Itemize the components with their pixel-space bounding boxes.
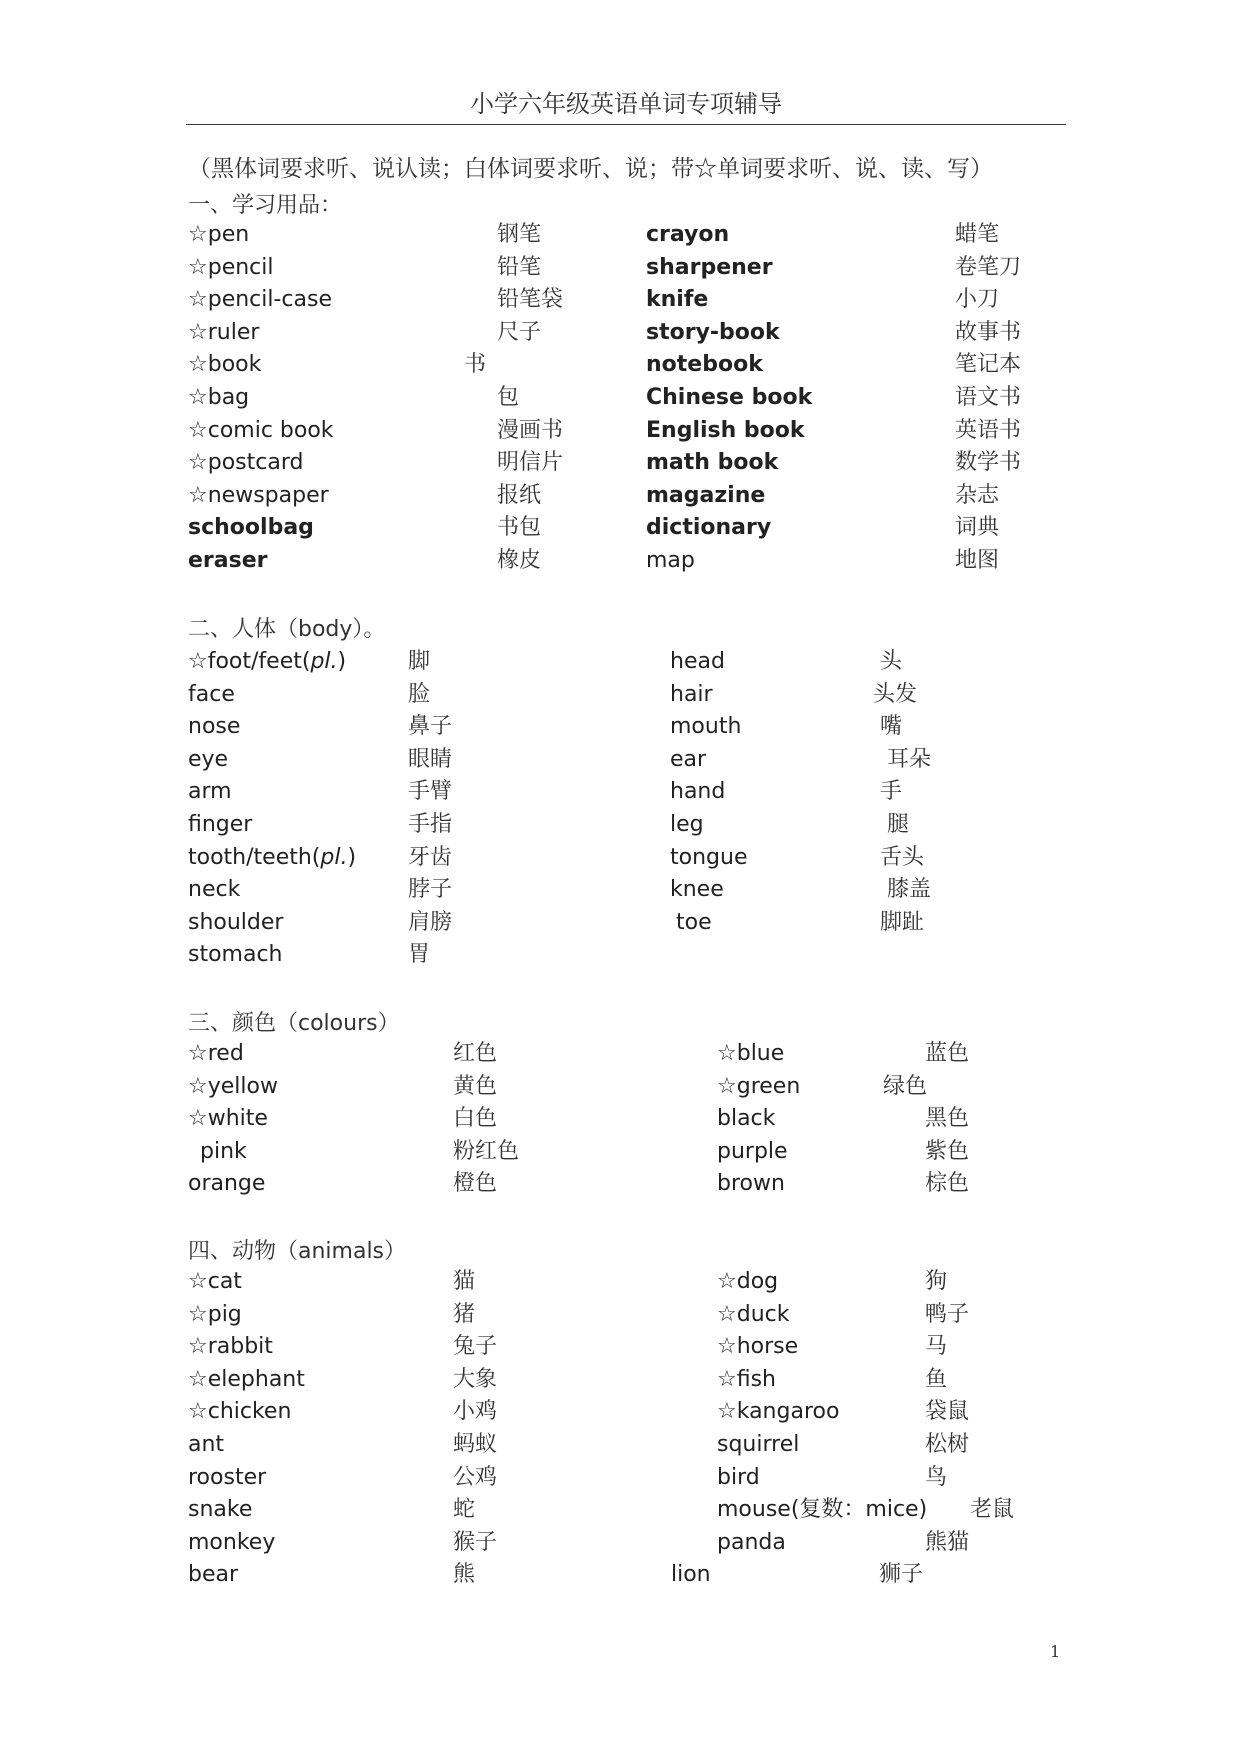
chinese-meaning: 马 [925,1334,948,1360]
chinese-meaning: 蚂蚁 [453,1432,498,1457]
english-word: ☆pen [188,222,250,247]
chinese-meaning: 手臂 [408,779,453,805]
vocab-row [0,348,1241,381]
chinese-meaning: 书 [464,352,487,378]
vocab-row [0,381,1241,414]
vocab-row [0,906,1241,939]
vocab-row [0,251,1241,284]
english-word: finger [188,812,253,837]
vocab-row [0,808,1241,841]
english-word: crayon [646,222,730,247]
english-word: rooster [188,1464,267,1490]
chinese-meaning: 故事书 [955,319,1022,345]
english-word: mouse(复数：mice) [717,1497,928,1523]
vocab-row [0,544,1241,577]
english-word: sharpener [646,254,773,280]
chinese-meaning: 胃 [408,942,431,968]
chinese-meaning: 笔记本 [955,352,1022,378]
chinese-meaning: 铅笔 [497,254,542,280]
english-word: map [646,548,695,573]
chinese-meaning: 兔子 [453,1334,498,1360]
english-word: mouth [670,714,742,740]
vocab-row [0,1558,1241,1591]
chinese-meaning: 膝盖 [887,877,932,903]
chinese-meaning: 杂志 [955,482,1000,508]
chinese-meaning: 眼睛 [408,746,453,772]
vocab-row [0,1395,1241,1428]
english-word: ☆green [717,1073,801,1099]
english-word: panda [717,1529,786,1555]
chinese-meaning: 明信片 [497,450,564,476]
english-word: ☆yellow [188,1073,278,1099]
english-word: tooth/teeth(pl.) [188,844,357,870]
chinese-meaning: 蓝色 [925,1041,970,1066]
english-word: face [188,681,235,707]
chinese-meaning: 紫色 [925,1138,970,1164]
english-word: snake [188,1497,253,1523]
chinese-meaning: 牙齿 [408,844,453,870]
chinese-meaning: 书包 [497,515,542,541]
chinese-meaning: 松树 [925,1432,970,1457]
chinese-meaning: 头发 [873,681,918,707]
chinese-meaning: 铅笔袋 [497,287,564,313]
section-title: 一、学习用品： [188,193,343,218]
english-word: ☆comic book [188,417,334,443]
vocab-row [0,1167,1241,1200]
vocab-row [0,316,1241,349]
english-word: Chinese book [646,385,813,410]
chinese-meaning: 尺子 [497,319,542,345]
vocab-row [0,841,1241,874]
english-word: hair [670,681,713,707]
english-word: dictionary [646,515,772,541]
chinese-meaning: 耳朵 [887,746,932,772]
vocab-row [0,1330,1241,1363]
chinese-meaning: 猪 [453,1301,476,1327]
vocab-row [0,1037,1241,1070]
english-word: ant [188,1432,225,1457]
chinese-meaning: 袋鼠 [925,1399,970,1425]
english-word: shoulder [188,909,284,935]
chinese-meaning: 小鸡 [453,1399,498,1425]
vocab-row [0,710,1241,743]
english-word: ☆red [188,1041,244,1066]
english-word: ☆kangaroo [717,1399,840,1425]
english-word: stomach [188,942,283,968]
chinese-meaning: 数学书 [955,450,1022,476]
english-word: ☆chicken [188,1399,292,1425]
english-word: ☆pencil-case [188,287,332,313]
english-word: squirrel [717,1432,800,1457]
chinese-meaning: 鼻子 [408,714,453,740]
english-word: head [670,649,725,674]
chinese-meaning: 蜡笔 [955,222,1000,247]
vocab-row [0,938,1241,971]
english-word: purple [717,1138,788,1164]
chinese-meaning: 脸 [408,681,431,707]
chinese-meaning: 鸭子 [925,1301,970,1327]
chinese-meaning: 词典 [955,515,1000,541]
english-word: ☆elephant [188,1366,305,1392]
english-word: ☆fish [717,1366,776,1392]
chinese-meaning: 大象 [453,1366,498,1392]
vocab-row [0,678,1241,711]
chinese-meaning: 红色 [453,1041,498,1066]
chinese-meaning: 熊猫 [925,1529,970,1555]
english-word: ☆blue [717,1041,785,1066]
chinese-meaning: 小刀 [955,287,1000,313]
english-word: brown [717,1171,785,1197]
vocab-row [0,479,1241,512]
chinese-meaning: 脖子 [408,877,453,903]
chinese-meaning: 绿色 [883,1073,928,1099]
english-word: story-book [646,319,780,345]
section-title: 三、颜色（colours） [188,1011,400,1036]
legend-note: （黑体词要求听、说认读；白体词要求听、说；带☆单词要求听、说、读、写） [188,156,993,182]
chinese-meaning: 鱼 [925,1366,948,1392]
english-word: ☆pig [188,1301,242,1327]
chinese-meaning: 包 [497,385,520,410]
vocab-row [0,511,1241,544]
chinese-meaning: 蛇 [453,1497,476,1523]
page-header: 小学六年级英语单词专项辅导 [186,90,1066,125]
vocab-row [0,218,1241,251]
chinese-meaning: 报纸 [497,482,542,508]
english-word: tongue [670,844,748,870]
chinese-meaning: 黄色 [453,1073,498,1099]
vocab-row [0,873,1241,906]
vocab-row [0,1298,1241,1331]
english-word: ☆newspaper [188,482,329,508]
english-word: ☆bag [188,385,250,410]
vocab-row [0,1428,1241,1461]
english-word: neck [188,877,241,903]
english-word: hand [670,779,726,805]
english-word: orange [188,1171,266,1197]
chinese-meaning: 钢笔 [497,222,542,247]
english-word: ☆white [188,1106,268,1132]
english-word: schoolbag [188,515,314,541]
chinese-meaning: 橙色 [453,1171,498,1197]
english-word: eye [188,746,229,772]
english-word: nose [188,714,241,740]
vocab-row [0,1135,1241,1168]
vocab-row [0,1363,1241,1396]
chinese-meaning: 猫 [453,1269,476,1294]
chinese-meaning: 熊 [453,1562,476,1588]
chinese-meaning: 狗 [925,1269,948,1294]
english-word: bird [717,1464,760,1490]
chinese-meaning: 白色 [453,1106,498,1132]
chinese-meaning: 腿 [887,812,910,837]
english-word: ☆book [188,352,262,378]
english-word: bear [188,1562,239,1588]
english-word: black [717,1106,776,1132]
chinese-meaning: 头 [880,649,903,674]
chinese-meaning: 脚趾 [880,909,925,935]
english-word: ☆duck [717,1301,790,1327]
vocab-row [0,1070,1241,1103]
vocab-row [0,1526,1241,1559]
section-title: 四、动物（animals） [188,1239,407,1264]
english-word: ☆cat [188,1269,242,1294]
chinese-meaning: 地图 [955,548,1000,573]
chinese-meaning: 公鸡 [453,1464,498,1490]
english-word: knife [646,287,709,313]
english-word: pink [200,1138,247,1164]
vocab-row [0,1493,1241,1526]
chinese-meaning: 英语书 [955,417,1022,443]
chinese-meaning: 橡皮 [497,548,542,573]
english-word: knee [670,877,724,903]
chinese-meaning: 手指 [408,812,453,837]
english-word: ☆rabbit [188,1334,273,1360]
chinese-meaning: 手 [880,779,903,805]
english-word: magazine [646,482,766,508]
english-word: math book [646,450,779,476]
vocab-row [0,283,1241,316]
chinese-meaning: 黑色 [925,1106,970,1132]
english-word: ☆ruler [188,319,260,345]
english-word: ☆dog [717,1269,779,1294]
vocab-row [0,775,1241,808]
english-word: ☆postcard [188,450,304,476]
chinese-meaning: 嘴 [880,714,903,740]
chinese-meaning: 老鼠 [970,1497,1015,1523]
english-word: eraser [188,548,268,573]
english-word: toe [676,909,712,935]
vocab-row [0,414,1241,447]
english-word: ☆pencil [188,254,274,280]
chinese-meaning: 肩膀 [408,909,453,935]
english-word: ☆horse [717,1334,799,1360]
chinese-meaning: 语文书 [955,385,1022,410]
chinese-meaning: 舌头 [880,844,925,870]
english-word: ☆foot/feet(pl.) [188,649,347,674]
english-word: monkey [188,1529,276,1555]
chinese-meaning: 脚 [408,649,431,674]
english-word: English book [646,417,805,443]
vocab-row [0,645,1241,678]
chinese-meaning: 棕色 [925,1171,970,1197]
vocab-row [0,1461,1241,1494]
english-word: leg [670,812,704,837]
vocab-row [0,1102,1241,1135]
chinese-meaning: 狮子 [879,1562,924,1588]
english-word: notebook [646,352,763,378]
english-word: ear [670,746,707,772]
english-word: arm [188,779,232,805]
english-word: lion [671,1562,711,1588]
chinese-meaning: 漫画书 [497,417,564,443]
chinese-meaning: 猴子 [453,1529,498,1555]
vocab-row [0,743,1241,776]
vocab-row [0,1265,1241,1298]
chinese-meaning: 卷笔刀 [955,254,1022,280]
vocab-row [0,446,1241,479]
section-title: 二、人体（body）。 [188,617,386,642]
chinese-meaning: 鸟 [925,1464,948,1490]
chinese-meaning: 粉红色 [453,1138,520,1164]
page-number: 1 [1050,1642,1061,1661]
